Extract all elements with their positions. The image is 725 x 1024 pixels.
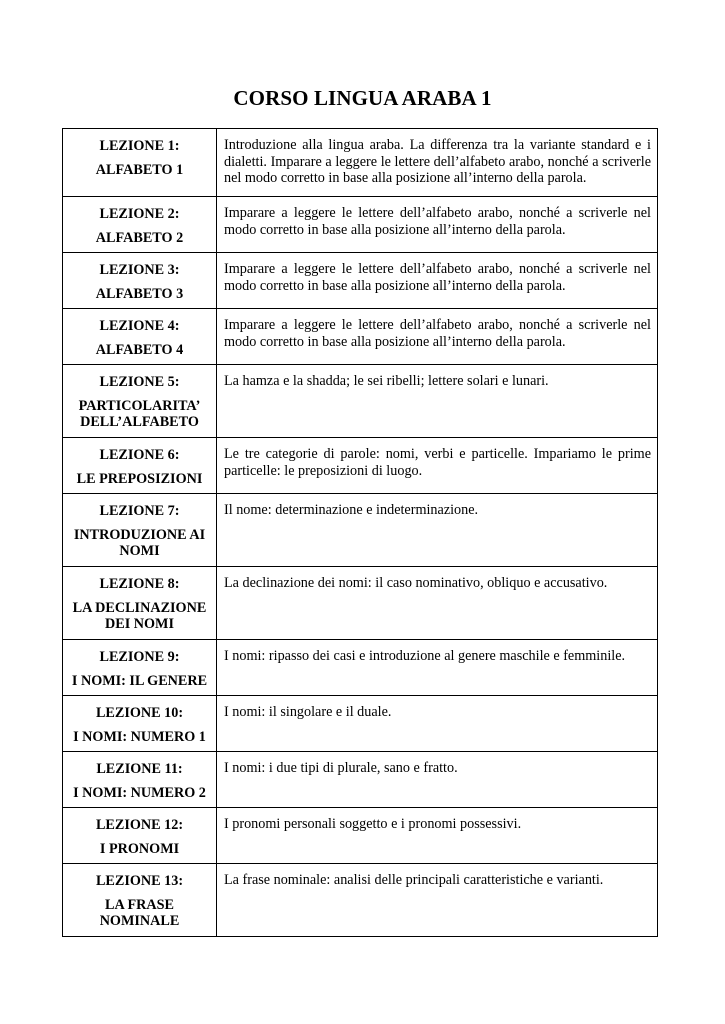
lesson-number: LEZIONE 2: — [99, 206, 180, 222]
lesson-topic: LE PREPOSIZIONI — [76, 471, 203, 487]
lesson-topic: ALFABETO 1 — [95, 162, 184, 178]
lesson-description: La frase nominale: analisi delle principali caratteristiche e varianti. — [217, 864, 658, 937]
lesson-description: La hamza e la shadda; le sei ribelli; lettere solari e lunari. — [217, 365, 658, 438]
lesson-cell — [63, 864, 217, 937]
lesson-topic: I NOMI: NUMERO 1 — [73, 729, 206, 745]
lesson-number: LEZIONE 1: — [99, 138, 180, 154]
table-row — [63, 808, 658, 864]
lesson-cell — [63, 197, 217, 253]
syllabus-table-body — [63, 129, 658, 937]
page-title: CORSO LINGUA ARABA 1 — [233, 86, 492, 110]
lesson-number: LEZIONE 13: — [95, 873, 184, 889]
lesson-cell — [63, 640, 217, 696]
lesson-number: LEZIONE 6: — [99, 447, 180, 463]
lesson-description: I nomi: i due tipi di plurale, sano e fratto. — [217, 752, 658, 808]
syllabus-table — [62, 128, 658, 937]
lesson-number: LEZIONE 5: — [99, 374, 180, 390]
lesson-number: LEZIONE 10: — [95, 705, 184, 721]
table-row — [63, 640, 658, 696]
lesson-topic: PARTICOLARITA’ DELL’ALFABETO — [78, 398, 201, 430]
lesson-topic: INTRODUZIONE AI NOMI — [73, 527, 206, 559]
lesson-cell — [63, 696, 217, 752]
lesson-cell — [63, 309, 217, 365]
lesson-description: Il nome: determinazione e indeterminazione. — [217, 494, 658, 567]
lesson-number: LEZIONE 8: — [99, 576, 180, 592]
lesson-topic: I NOMI: IL GENERE — [71, 673, 208, 689]
lesson-description: I nomi: ripasso dei casi e introduzione al genere maschile e femminile. — [217, 640, 658, 696]
lesson-topic: I NOMI: NUMERO 2 — [73, 785, 206, 801]
lesson-cell — [63, 808, 217, 864]
lesson-description: Imparare a leggere le lettere dell’alfabeto arabo, nonché a scriverle nel modo corretto in base alla posizione all’interno della parola. — [217, 197, 658, 253]
table-row — [63, 864, 658, 937]
lesson-cell — [63, 253, 217, 309]
lesson-cell — [63, 129, 217, 197]
table-row — [63, 567, 658, 640]
lesson-description: Imparare a leggere le lettere dell’alfabeto arabo, nonché a scriverle nel modo corretto in base alla posizione all’interno della parola. — [217, 253, 658, 309]
lesson-description: I nomi: il singolare e il duale. — [217, 696, 658, 752]
table-row — [63, 129, 658, 197]
lesson-cell — [63, 438, 217, 494]
lesson-cell — [63, 752, 217, 808]
lesson-topic: ALFABETO 2 — [95, 230, 184, 246]
table-row — [63, 494, 658, 567]
lesson-description: I pronomi personali soggetto e i pronomi possessivi. — [217, 808, 658, 864]
lesson-cell — [63, 365, 217, 438]
lesson-number: LEZIONE 11: — [96, 761, 183, 777]
table-row — [63, 365, 658, 438]
lesson-number: LEZIONE 7: — [99, 503, 180, 519]
lesson-description: Le tre categorie di parole: nomi, verbi e particelle. Impariamo le prime particelle: le preposizioni di luogo. — [217, 438, 658, 494]
lesson-topic: I PRONOMI — [99, 841, 180, 857]
lesson-topic: LA FRASE NOMINALE — [99, 897, 180, 929]
table-row — [63, 309, 658, 365]
lesson-number: LEZIONE 9: — [99, 649, 180, 665]
lesson-description: Imparare a leggere le lettere dell’alfabeto arabo, nonché a scriverle nel modo corretto in base alla posizione all’interno della parola. — [217, 309, 658, 365]
lesson-number: LEZIONE 4: — [99, 318, 180, 334]
table-row — [63, 197, 658, 253]
lesson-number: LEZIONE 12: — [95, 817, 184, 833]
table-row — [63, 438, 658, 494]
lesson-topic: ALFABETO 4 — [95, 342, 184, 358]
lesson-number: LEZIONE 3: — [99, 262, 180, 278]
lesson-description: Introduzione alla lingua araba. La differenza tra la variante standard e i dialetti. Imparare a leggere le lettere dell’alfabeto arabo, nonché a scriverle nel modo corretto in base alla posizione all’interno della parola. — [217, 129, 658, 197]
lesson-topic: LA DECLINAZIONE DEI NOMI — [72, 600, 207, 632]
lesson-topic: ALFABETO 3 — [95, 286, 184, 302]
table-row — [63, 752, 658, 808]
lesson-cell — [63, 567, 217, 640]
lesson-cell — [63, 494, 217, 567]
table-row — [63, 696, 658, 752]
lesson-description: La declinazione dei nomi: il caso nominativo, obliquo e accusativo. — [217, 567, 658, 640]
table-row — [63, 253, 658, 309]
